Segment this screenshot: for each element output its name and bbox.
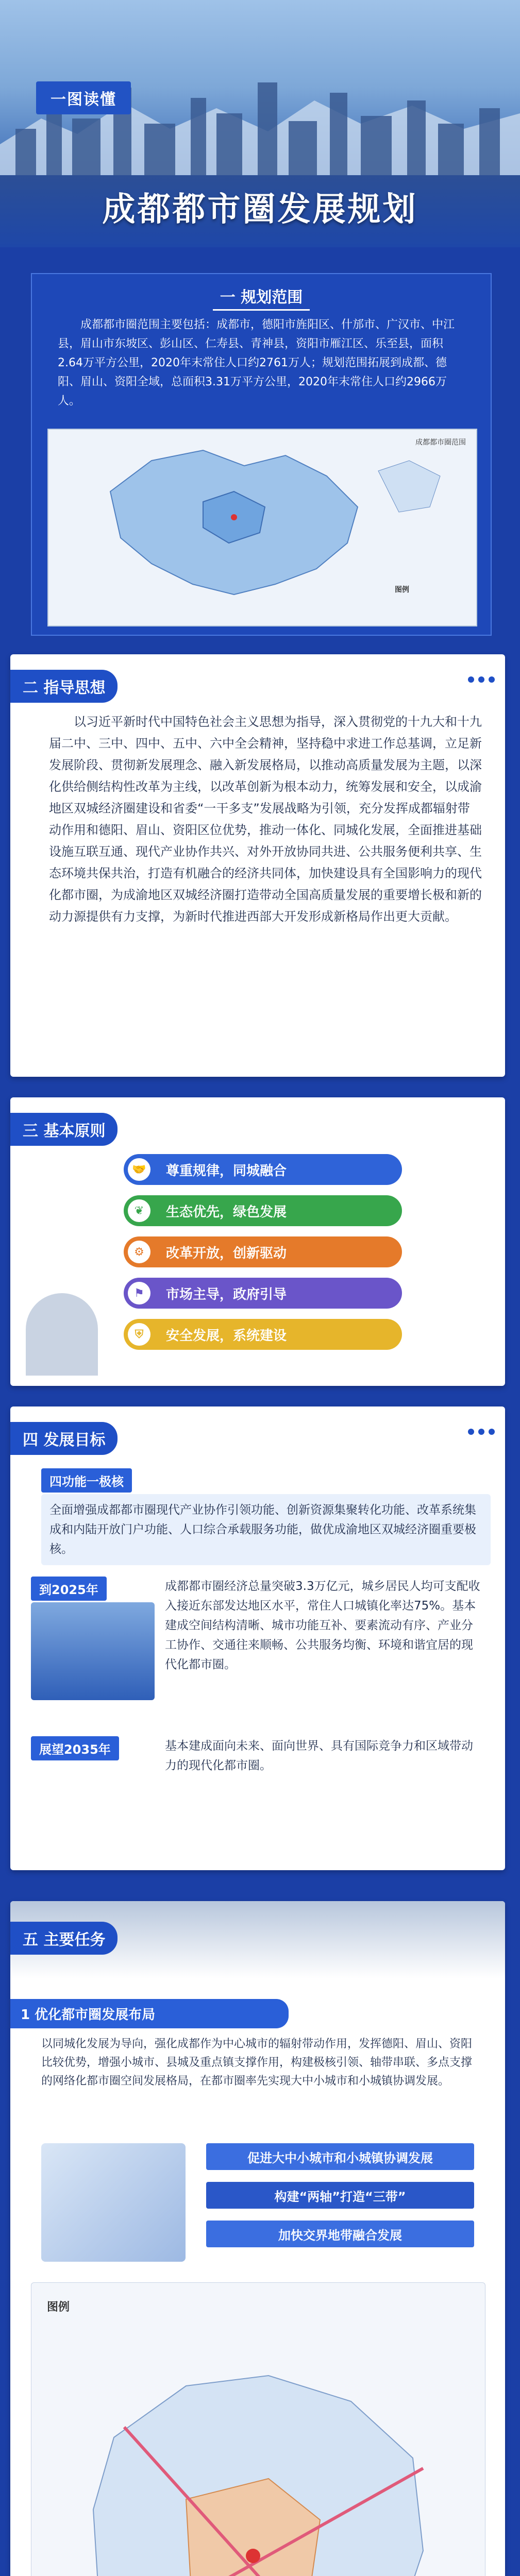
shield-icon: ⛨ [128,1323,150,1346]
principle-item [124,1278,402,1309]
section-main-tasks [10,1901,505,2576]
decor-dots [464,675,495,685]
flag-icon: ⚑ [128,1282,150,1304]
section-heading: 五 主要任务 [10,1922,118,1955]
task-paragraph: 以同城化发展为导向，强化成都作为中心城市的辐射带动作用，发挥德阳、眉山、资阳比较优势，增强小城市、县城及重点镇支撑作用，构建极核引领、轴带串联、多点支撑的网络化都市圈空间发展格局，在都市圈率先实现大中小城市和小城镇协调发展。 [41,2038,473,2088]
map-legend-title: 图例 [47,2301,70,2314]
goal-2025-tag: 到2025年 [31,1577,107,1601]
gear-icon: ⚙ [128,1241,150,1263]
section-scope [31,273,492,636]
page-title: 成都都市圈发展规划 [102,191,418,229]
handshake-icon: 🤝 [128,1158,150,1181]
section-heading: 二 指导思想 [10,670,118,703]
principle-label: 改革开放，创新驱动 [166,1245,287,1261]
section-principles [10,1097,505,1386]
map-legend-title: 图例 [395,586,409,594]
leaf-icon: ❦ [128,1199,150,1222]
core-function-tag: 四功能一极核 [41,1468,132,1493]
building-illustration [41,2143,186,2262]
ideology-paragraph: 以习近平新时代中国特色社会主义思想为指导，深入贯彻党的十九大和十九届二中、三中、四中、五中、六中全会精神，坚持稳中求进工作总基调，立足新发展阶段、贯彻新发展理念、融入新发展格局，以推动高质量发展为主题，以深化供给侧结构性改革为主线，以改革创新为根本动力，统筹发展和安全，以成渝地区双城经济圈建设和省委“一干多支”发展战略为引领，充分发挥成都辐射带动作用和德阳、眉山、资阳区位优势，推动一体化、同城化发展，全面推进基础设施互联互通、现代产业协作共兴、对外开放协同共进、公共服务便利共享、生态环境共保共治，打造有机融合的经济共同体，加快建设具有全国影响力的现代化都市圈，为成渝地区双城经济圈打造带动全国高质量发展的重要增长极和新的动力源提供有力支撑，为新时代推进西部大开发形成新格局作出更大贡献。 [49,715,482,924]
principle-label: 市场主导，政府引导 [166,1286,287,1302]
principle-label: 尊重规律，同城融合 [166,1163,287,1179]
pagoda-illustration [26,1293,98,1376]
scope-paragraph: 成都都市圈范围主要包括：成都市，德阳市旌阳区、什邡市、广汉市、中江县，眉山市东坡区、彭山区、仁寿县、青神县，资阳市雁江区、乐至县，面积2.64万平方公里，2020年末常住人口约2761万人；规划范围拓展到成都、德阳、眉山、资阳全域，总面积3.31万平方公里，2020年末常住人口约2966万人。 [58,318,455,408]
decor-dots [464,1427,495,1437]
task-slogan: 构建“两轴”打造“三带” [206,2182,474,2209]
principle-item [124,1154,402,1185]
section-heading: 三 基本原则 [10,1113,118,1146]
core-function-text: 全面增强成都都市圈现代产业协作引领功能、创新资源集聚转化功能、改革系统集成和内陆开放门户功能、人口综合承载服务功能，做优成渝地区双城经济圈重要极核。 [41,1494,491,1565]
scope-map [47,429,477,626]
task-slogan: 加快交界地带融合发展 [206,2221,474,2247]
section-heading: 一 规划范围 [213,284,310,311]
principle-item [124,1319,402,1350]
task-title: 1 优化都市圈发展布局 [10,1999,289,2028]
map-title: 成都都市圈范围 [415,438,466,447]
principle-label: 安全发展，系统建设 [166,1328,287,1344]
region-map-graphic [48,430,476,625]
hero-tagline: 一图读懂 [36,81,131,114]
goal-2035-text: 基本建成面向未来、面向世界、具有国际竞争力和区域带动力的现代化都市圈。 [165,1739,473,1772]
goal-2025-text: 成都都市圈经济总量突破3.3万亿元，城乡居民人均可支配收入接近东部发达地区水平，常住人口城镇化率达75%。基本建成空间结构清晰、城市功能互补、要素流动有序、产业分工协作、交通往来顺畅、公共服务均衡、环境和谐宜居的现代化都市圈。 [165,1580,480,1671]
spatial-layout-map [31,2282,485,2576]
task-slogan: 促进大中小城市和小城镇协调发展 [206,2143,474,2170]
section-guiding-ideology [10,654,505,1077]
goal-2035-tag: 展望2035年 [31,1736,119,1760]
principle-item [124,1236,402,1267]
city-photo [31,1602,155,1700]
section-goals [10,1406,505,1870]
section-heading: 四 发展目标 [10,1422,118,1455]
principle-label: 生态优先，绿色发展 [166,1204,287,1220]
principle-item [124,1195,402,1226]
spatial-map-graphic [31,2283,485,2576]
